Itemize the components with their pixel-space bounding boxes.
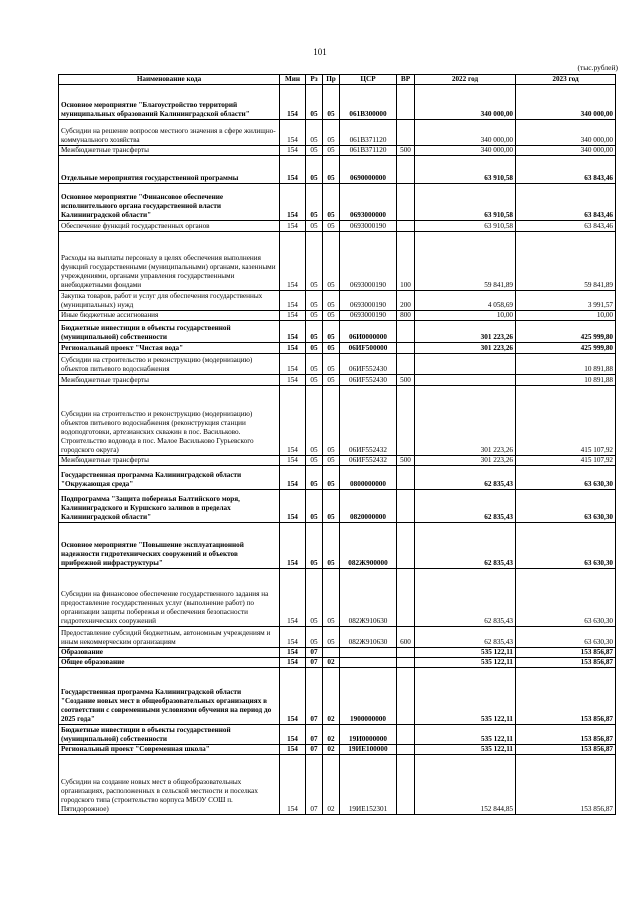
cell-name: Субсидии на решение вопросов местного значения в сфере жилищно-коммунального хозяйства <box>59 120 280 146</box>
cell-name: Расходы на выплаты персоналу в целях обеспечения выполнения функций государственными (муниципальными) органами, казенными учреждениями, органами управления государственными внебюджетными фондами <box>59 232 280 291</box>
cell-pr: 02 <box>323 668 340 725</box>
cell-name: Основное мероприятие "Благоустройство территорий муниципальных образований Калининградской области" <box>59 85 280 120</box>
cell-name: Основное мероприятие "Финансовое обеспечение исполнительного органа государственной власти Калининградской области" <box>59 184 280 221</box>
cell-2022: 62 835,43 <box>415 523 516 569</box>
cell-csr <box>340 648 397 658</box>
cell-2022: 340 000,00 <box>415 85 516 120</box>
cell-vr: 500 <box>397 456 415 466</box>
table-row <box>59 156 616 184</box>
cell-rz: 05 <box>306 184 323 221</box>
cell-2023: 63 630,30 <box>516 466 616 490</box>
table-row <box>59 232 616 291</box>
cell-pr: 05 <box>323 343 340 354</box>
cell-name: Предоставление субсидий бюджетным, автономным учреждениям и иным некоммерческим организациям <box>59 627 280 648</box>
cell-min: 154 <box>280 627 306 648</box>
cell-name: Подпрограмма "Защита побережья Балтийского моря, Калининградского и Куршского заливов в пределах Калининградской области" <box>59 490 280 523</box>
cell-rz: 05 <box>306 490 323 523</box>
table-row <box>59 725 616 745</box>
cell-rz: 05 <box>306 291 323 311</box>
page-number: 101 <box>313 47 327 57</box>
cell-min: 154 <box>280 184 306 221</box>
cell-2023: 415 107,92 <box>516 456 616 466</box>
cell-rz: 05 <box>306 343 323 354</box>
cell-min: 154 <box>280 156 306 184</box>
cell-name: Субсидии на создание новых мест в общеобразовательных организациях, расположенных в сельской местности и поселках городского типа (строительство корпуса МБОУ СОШ п. Пятидорожное) <box>59 755 280 815</box>
table-row <box>59 745 616 755</box>
cell-2023: 63 630,30 <box>516 523 616 569</box>
cell-2023: 10 891,88 <box>516 375 616 386</box>
cell-rz: 05 <box>306 146 323 156</box>
cell-pr: 05 <box>323 221 340 232</box>
cell-rz: 05 <box>306 569 323 627</box>
cell-pr: 05 <box>323 232 340 291</box>
table-row <box>59 85 616 120</box>
cell-name: Образование <box>59 648 280 658</box>
cell-name: Региональный проект "Современная школа" <box>59 745 280 755</box>
header-name: Наименование кода <box>59 75 280 85</box>
cell-2022: 59 841,89 <box>415 232 516 291</box>
cell-2022: 340 000,00 <box>415 120 516 146</box>
cell-2023: 415 107,92 <box>516 386 616 456</box>
table-row <box>59 321 616 343</box>
cell-2023: 3 991,57 <box>516 291 616 311</box>
cell-min: 154 <box>280 745 306 755</box>
cell-csr: 06ИF552432 <box>340 456 397 466</box>
cell-rz: 07 <box>306 648 323 658</box>
cell-name: Субсидии на финансовое обеспечение государственного задания на предоставление государственных услуг (выполнение работ) по организации защиты побережья и обеспечения безопасности гидротехнических сооружений <box>59 569 280 627</box>
cell-2023: 153 856,87 <box>516 658 616 668</box>
cell-min: 154 <box>280 232 306 291</box>
cell-vr <box>397 120 415 146</box>
cell-csr: 19И0000000 <box>340 725 397 745</box>
cell-csr: 06И0000000 <box>340 321 397 343</box>
cell-csr: 082Ж900000 <box>340 523 397 569</box>
header-2022: 2022 год <box>415 75 516 85</box>
cell-rz: 05 <box>306 523 323 569</box>
cell-min: 154 <box>280 755 306 815</box>
cell-rz: 05 <box>306 232 323 291</box>
cell-2022: 63 910,58 <box>415 221 516 232</box>
cell-2023: 63 843,46 <box>516 184 616 221</box>
cell-2022: 63 910,58 <box>415 184 516 221</box>
cell-csr: 06ИF500000 <box>340 343 397 354</box>
table-row <box>59 386 616 456</box>
cell-rz: 05 <box>306 321 323 343</box>
header-vr: ВР <box>397 75 415 85</box>
cell-2022: 63 910,58 <box>415 156 516 184</box>
cell-min: 154 <box>280 648 306 658</box>
cell-min: 154 <box>280 343 306 354</box>
cell-vr <box>397 184 415 221</box>
cell-rz: 05 <box>306 466 323 490</box>
cell-name: Государственная программа Калининградской области "Создание новых мест в общеобразовательных организациях в соответствии с современными условиями обучения на период до 2025 года" <box>59 668 280 725</box>
cell-2023: 10,00 <box>516 311 616 321</box>
cell-rz: 07 <box>306 668 323 725</box>
cell-vr <box>397 648 415 658</box>
table-row <box>59 627 616 648</box>
cell-name: Отдельные мероприятия государственной программы <box>59 156 280 184</box>
header-rz: Рз <box>306 75 323 85</box>
table-header <box>59 75 616 85</box>
cell-rz: 05 <box>306 456 323 466</box>
cell-name: Иные бюджетные ассигнования <box>59 311 280 321</box>
cell-pr <box>323 648 340 658</box>
table-row <box>59 291 616 311</box>
table-row <box>59 146 616 156</box>
cell-name: Общее образование <box>59 658 280 668</box>
cell-vr: 200 <box>397 291 415 311</box>
cell-pr: 05 <box>323 456 340 466</box>
cell-csr: 0820000000 <box>340 490 397 523</box>
cell-2023: 153 856,87 <box>516 745 616 755</box>
cell-csr: 0693000190 <box>340 232 397 291</box>
cell-name: Основное мероприятие "Повышение эксплуатационной надежности гидротехнических сооружений и объектов прибрежной инфраструктуры" <box>59 523 280 569</box>
cell-vr <box>397 221 415 232</box>
cell-vr <box>397 745 415 755</box>
cell-pr: 05 <box>323 85 340 120</box>
table-row <box>59 343 616 354</box>
cell-pr: 05 <box>323 146 340 156</box>
table-row <box>59 466 616 490</box>
table-row <box>59 311 616 321</box>
cell-2023: 10 891,88 <box>516 354 616 375</box>
cell-csr: 19ИЕ152301 <box>340 755 397 815</box>
cell-vr <box>397 321 415 343</box>
cell-min: 154 <box>280 658 306 668</box>
cell-min: 154 <box>280 456 306 466</box>
cell-2023: 153 856,87 <box>516 725 616 745</box>
cell-pr: 05 <box>323 311 340 321</box>
cell-min: 154 <box>280 221 306 232</box>
cell-2022: 535 122,11 <box>415 658 516 668</box>
cell-2022: 301 223,26 <box>415 321 516 343</box>
cell-csr: 06ИF552430 <box>340 354 397 375</box>
table-row <box>59 456 616 466</box>
cell-2022: 340 000,00 <box>415 146 516 156</box>
cell-vr: 800 <box>397 311 415 321</box>
cell-min: 154 <box>280 291 306 311</box>
table-row <box>59 523 616 569</box>
cell-csr: 19ИЕ100000 <box>340 745 397 755</box>
cell-2022 <box>415 354 516 375</box>
cell-csr: 0693000190 <box>340 311 397 321</box>
cell-2023: 63 630,30 <box>516 627 616 648</box>
cell-2022: 62 835,43 <box>415 569 516 627</box>
header-pr: Пр <box>323 75 340 85</box>
cell-name: Субсидии на строительство и реконструкцию (модернизацию) объектов питьевого водоснабжения (реконструкция станции водоподготовки, артезианских скважин в пос. Васильково. Строительство водовода в пос. Малое Васильково Гурьевского городского округа) <box>59 386 280 456</box>
cell-2023: 63 630,30 <box>516 490 616 523</box>
cell-csr: 061В371120 <box>340 120 397 146</box>
cell-rz: 07 <box>306 755 323 815</box>
cell-rz: 05 <box>306 156 323 184</box>
cell-min: 154 <box>280 375 306 386</box>
cell-csr: 1900000000 <box>340 668 397 725</box>
cell-2022: 535 122,11 <box>415 745 516 755</box>
cell-min: 154 <box>280 354 306 375</box>
cell-pr: 05 <box>323 156 340 184</box>
cell-pr: 05 <box>323 354 340 375</box>
cell-2023: 59 841,89 <box>516 232 616 291</box>
table-row <box>59 490 616 523</box>
cell-vr: 500 <box>397 375 415 386</box>
cell-csr: 082Ж910630 <box>340 569 397 627</box>
table-row <box>59 184 616 221</box>
cell-vr: 100 <box>397 232 415 291</box>
cell-vr <box>397 523 415 569</box>
cell-min: 154 <box>280 490 306 523</box>
cell-vr <box>397 490 415 523</box>
cell-min: 154 <box>280 466 306 490</box>
cell-name: Государственная программа Калининградской области "Окружающая среда" <box>59 466 280 490</box>
cell-pr: 02 <box>323 725 340 745</box>
cell-2022: 4 058,69 <box>415 291 516 311</box>
cell-2022: 62 835,43 <box>415 627 516 648</box>
cell-rz: 05 <box>306 375 323 386</box>
cell-2022: 301 223,26 <box>415 456 516 466</box>
cell-2023: 425 999,80 <box>516 343 616 354</box>
cell-name: Закупка товаров, работ и услуг для обеспечения государственных (муниципальных) нужд <box>59 291 280 311</box>
cell-min: 154 <box>280 120 306 146</box>
cell-2022: 535 122,11 <box>415 648 516 658</box>
cell-name: Бюджетные инвестиции в объекты государственной (муниципальной) собственности <box>59 725 280 745</box>
table-row <box>59 375 616 386</box>
cell-2022: 535 122,11 <box>415 668 516 725</box>
table-row <box>59 221 616 232</box>
cell-min: 154 <box>280 569 306 627</box>
cell-name: Региональный проект "Чистая вода" <box>59 343 280 354</box>
cell-2022: 535 122,11 <box>415 725 516 745</box>
cell-name: Межбюджетные трансферты <box>59 146 280 156</box>
cell-name: Межбюджетные трансферты <box>59 456 280 466</box>
cell-vr <box>397 354 415 375</box>
cell-vr <box>397 755 415 815</box>
cell-2022: 301 223,26 <box>415 343 516 354</box>
cell-pr: 05 <box>323 291 340 311</box>
cell-2023: 153 856,87 <box>516 648 616 658</box>
table-row <box>59 120 616 146</box>
cell-pr: 02 <box>323 658 340 668</box>
cell-rz: 05 <box>306 120 323 146</box>
cell-vr <box>397 569 415 627</box>
cell-2022: 62 835,43 <box>415 466 516 490</box>
cell-rz: 05 <box>306 627 323 648</box>
cell-vr <box>397 343 415 354</box>
cell-2023: 63 630,30 <box>516 569 616 627</box>
cell-pr: 05 <box>323 490 340 523</box>
cell-2022: 10,00 <box>415 311 516 321</box>
cell-vr: 600 <box>397 627 415 648</box>
cell-csr: 0693000190 <box>340 291 397 311</box>
cell-min: 154 <box>280 311 306 321</box>
cell-min: 154 <box>280 725 306 745</box>
cell-name: Субсидии на строительство и реконструкцию (модернизацию) объектов питьевого водоснабжения <box>59 354 280 375</box>
cell-vr <box>397 725 415 745</box>
header-2023: 2023 год <box>516 75 616 85</box>
cell-csr: 0693000190 <box>340 221 397 232</box>
table-row <box>59 354 616 375</box>
cell-vr <box>397 386 415 456</box>
cell-name: Обеспечение функций государственных органов <box>59 221 280 232</box>
cell-rz: 07 <box>306 658 323 668</box>
cell-2023: 425 999,80 <box>516 321 616 343</box>
budget-table <box>58 74 616 815</box>
cell-csr: 0693000000 <box>340 184 397 221</box>
cell-2022: 62 835,43 <box>415 490 516 523</box>
cell-2022: 152 844,85 <box>415 755 516 815</box>
cell-min: 154 <box>280 668 306 725</box>
cell-min: 154 <box>280 85 306 120</box>
cell-pr: 05 <box>323 466 340 490</box>
header-min: Мин <box>280 75 306 85</box>
cell-rz: 05 <box>306 386 323 456</box>
cell-pr: 05 <box>323 627 340 648</box>
cell-name: Межбюджетные трансферты <box>59 375 280 386</box>
cell-csr: 06ИF552432 <box>340 386 397 456</box>
cell-rz: 07 <box>306 745 323 755</box>
cell-csr: 082Ж910630 <box>340 627 397 648</box>
cell-2023: 340 000,00 <box>516 120 616 146</box>
cell-vr <box>397 658 415 668</box>
cell-pr: 05 <box>323 321 340 343</box>
cell-2023: 153 856,87 <box>516 755 616 815</box>
cell-pr: 02 <box>323 745 340 755</box>
cell-csr: 0690000000 <box>340 156 397 184</box>
table-row <box>59 658 616 668</box>
cell-2023: 63 843,46 <box>516 156 616 184</box>
cell-pr: 05 <box>323 523 340 569</box>
cell-pr: 02 <box>323 755 340 815</box>
cell-min: 154 <box>280 146 306 156</box>
cell-2023: 340 000,00 <box>516 146 616 156</box>
cell-csr: 06ИF552430 <box>340 375 397 386</box>
cell-2023: 153 856,87 <box>516 668 616 725</box>
cell-pr: 05 <box>323 375 340 386</box>
table-row <box>59 755 616 815</box>
cell-rz: 05 <box>306 85 323 120</box>
cell-pr: 05 <box>323 120 340 146</box>
cell-name: Бюджетные инвестиции в объекты государственной (муниципальной) собственности <box>59 321 280 343</box>
cell-vr <box>397 156 415 184</box>
cell-csr: 0800000000 <box>340 466 397 490</box>
cell-csr: 061В371120 <box>340 146 397 156</box>
cell-vr: 500 <box>397 146 415 156</box>
cell-csr: 061В300000 <box>340 85 397 120</box>
cell-2023: 63 843,46 <box>516 221 616 232</box>
cell-rz: 07 <box>306 725 323 745</box>
cell-rz: 05 <box>306 311 323 321</box>
cell-pr: 05 <box>323 386 340 456</box>
cell-min: 154 <box>280 321 306 343</box>
table-row <box>59 569 616 627</box>
cell-2022 <box>415 375 516 386</box>
cell-csr <box>340 658 397 668</box>
cell-vr <box>397 85 415 120</box>
cell-2022: 301 223,26 <box>415 386 516 456</box>
cell-rz: 05 <box>306 354 323 375</box>
table-row <box>59 668 616 725</box>
table-row <box>59 648 616 658</box>
cell-vr <box>397 668 415 725</box>
cell-min: 154 <box>280 386 306 456</box>
units-label: (тыс.рублей) <box>577 63 618 72</box>
cell-min: 154 <box>280 523 306 569</box>
cell-rz: 05 <box>306 221 323 232</box>
cell-pr: 05 <box>323 184 340 221</box>
cell-vr <box>397 466 415 490</box>
cell-pr: 05 <box>323 569 340 627</box>
cell-2023: 340 000,00 <box>516 85 616 120</box>
header-csr: ЦСР <box>340 75 397 85</box>
